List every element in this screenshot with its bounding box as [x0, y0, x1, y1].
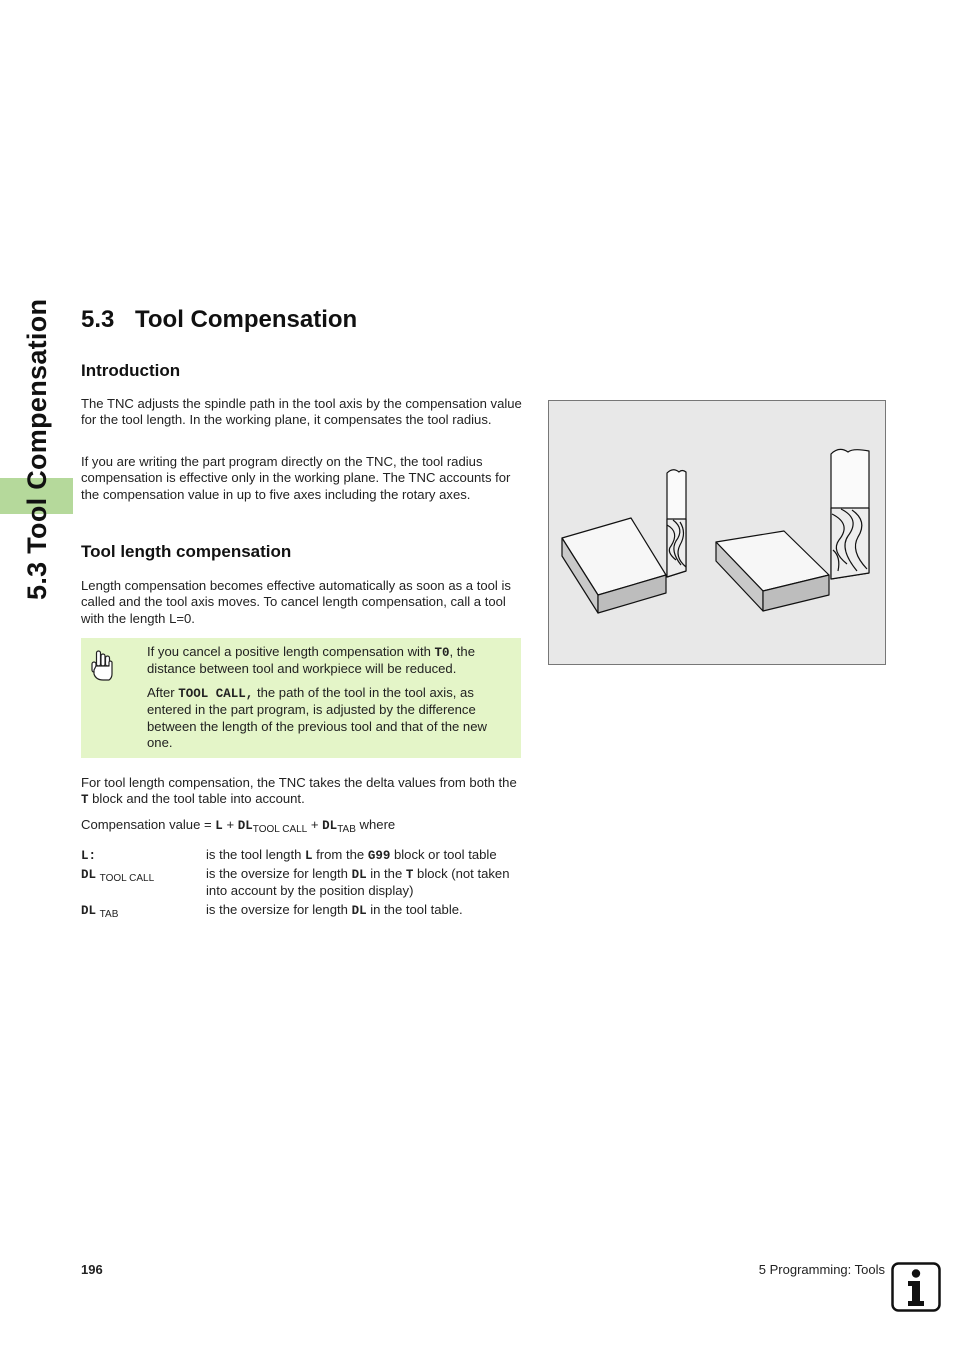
intro-paragraph-2: If you are writing the part program directly on the TNC, the tool radius compensation is effective only in the working plane. The TNC accounts for the compensation value in up to five axes including the rotary axes. — [81, 454, 511, 502]
intro-paragraph-1: The TNC adjusts the spindle path in the tool axis by the compensation value for the tool length. In the working plane, it compensates the tool radius. — [81, 396, 522, 428]
side-section-title: 5.3 Tool Compensation — [22, 298, 52, 600]
definition-description: is the tool length L from the G99 block or tool table — [206, 847, 497, 863]
note-paragraph-1: If you cancel a positive length compensation with T0, the distance between tool and workpiece will be reduced. — [147, 644, 475, 677]
chapter-label: 5 Programming: Tools — [758, 1262, 885, 1277]
definition-description: is the oversize for length DL in the tool table. — [206, 902, 463, 918]
introduction-heading: Introduction — [81, 361, 181, 380]
definition-term: DL $_{TAB}$ — [81, 904, 119, 920]
section-heading — [81, 306, 357, 334]
hand-pointing-icon — [91, 648, 115, 682]
compensation-formula: Compensation value = $L + DL_{TOOL CALL} + DL_{TAB}$ where — [81, 817, 396, 835]
section-title: Tool Compensation — [135, 306, 358, 333]
definition-description: is the oversize for length DL in the T block (not taken into account by the position display) — [206, 866, 510, 899]
length-paragraph: Length compensation becomes effective automatically as soon as a tool is called and the tool axis moves. To cancel length compensation, call a tool with the length L=0. — [81, 578, 511, 626]
page-number: 196 — [81, 1262, 103, 1277]
note-box — [81, 638, 521, 758]
info-icon — [891, 1262, 941, 1312]
tool-length-illustration — [548, 400, 886, 665]
delta-values-paragraph: For tool length compensation, the TNC takes the delta values from both the T block and the tool table into account. — [81, 775, 517, 808]
section-number: 5.3 — [81, 306, 115, 333]
workpiece-and-tool-drawing — [549, 401, 885, 664]
note-paragraph-2: After TOOL CALL, the path of the tool in the tool axis, as entered in the part program, is adjusted by the difference between the length of the previous tool and that of the new one. — [147, 685, 487, 751]
tool-length-heading: Tool length compensation — [81, 542, 292, 561]
definition-term: L: — [81, 849, 97, 863]
definition-term: DL $_{TOOL CALL}$ — [81, 868, 155, 884]
